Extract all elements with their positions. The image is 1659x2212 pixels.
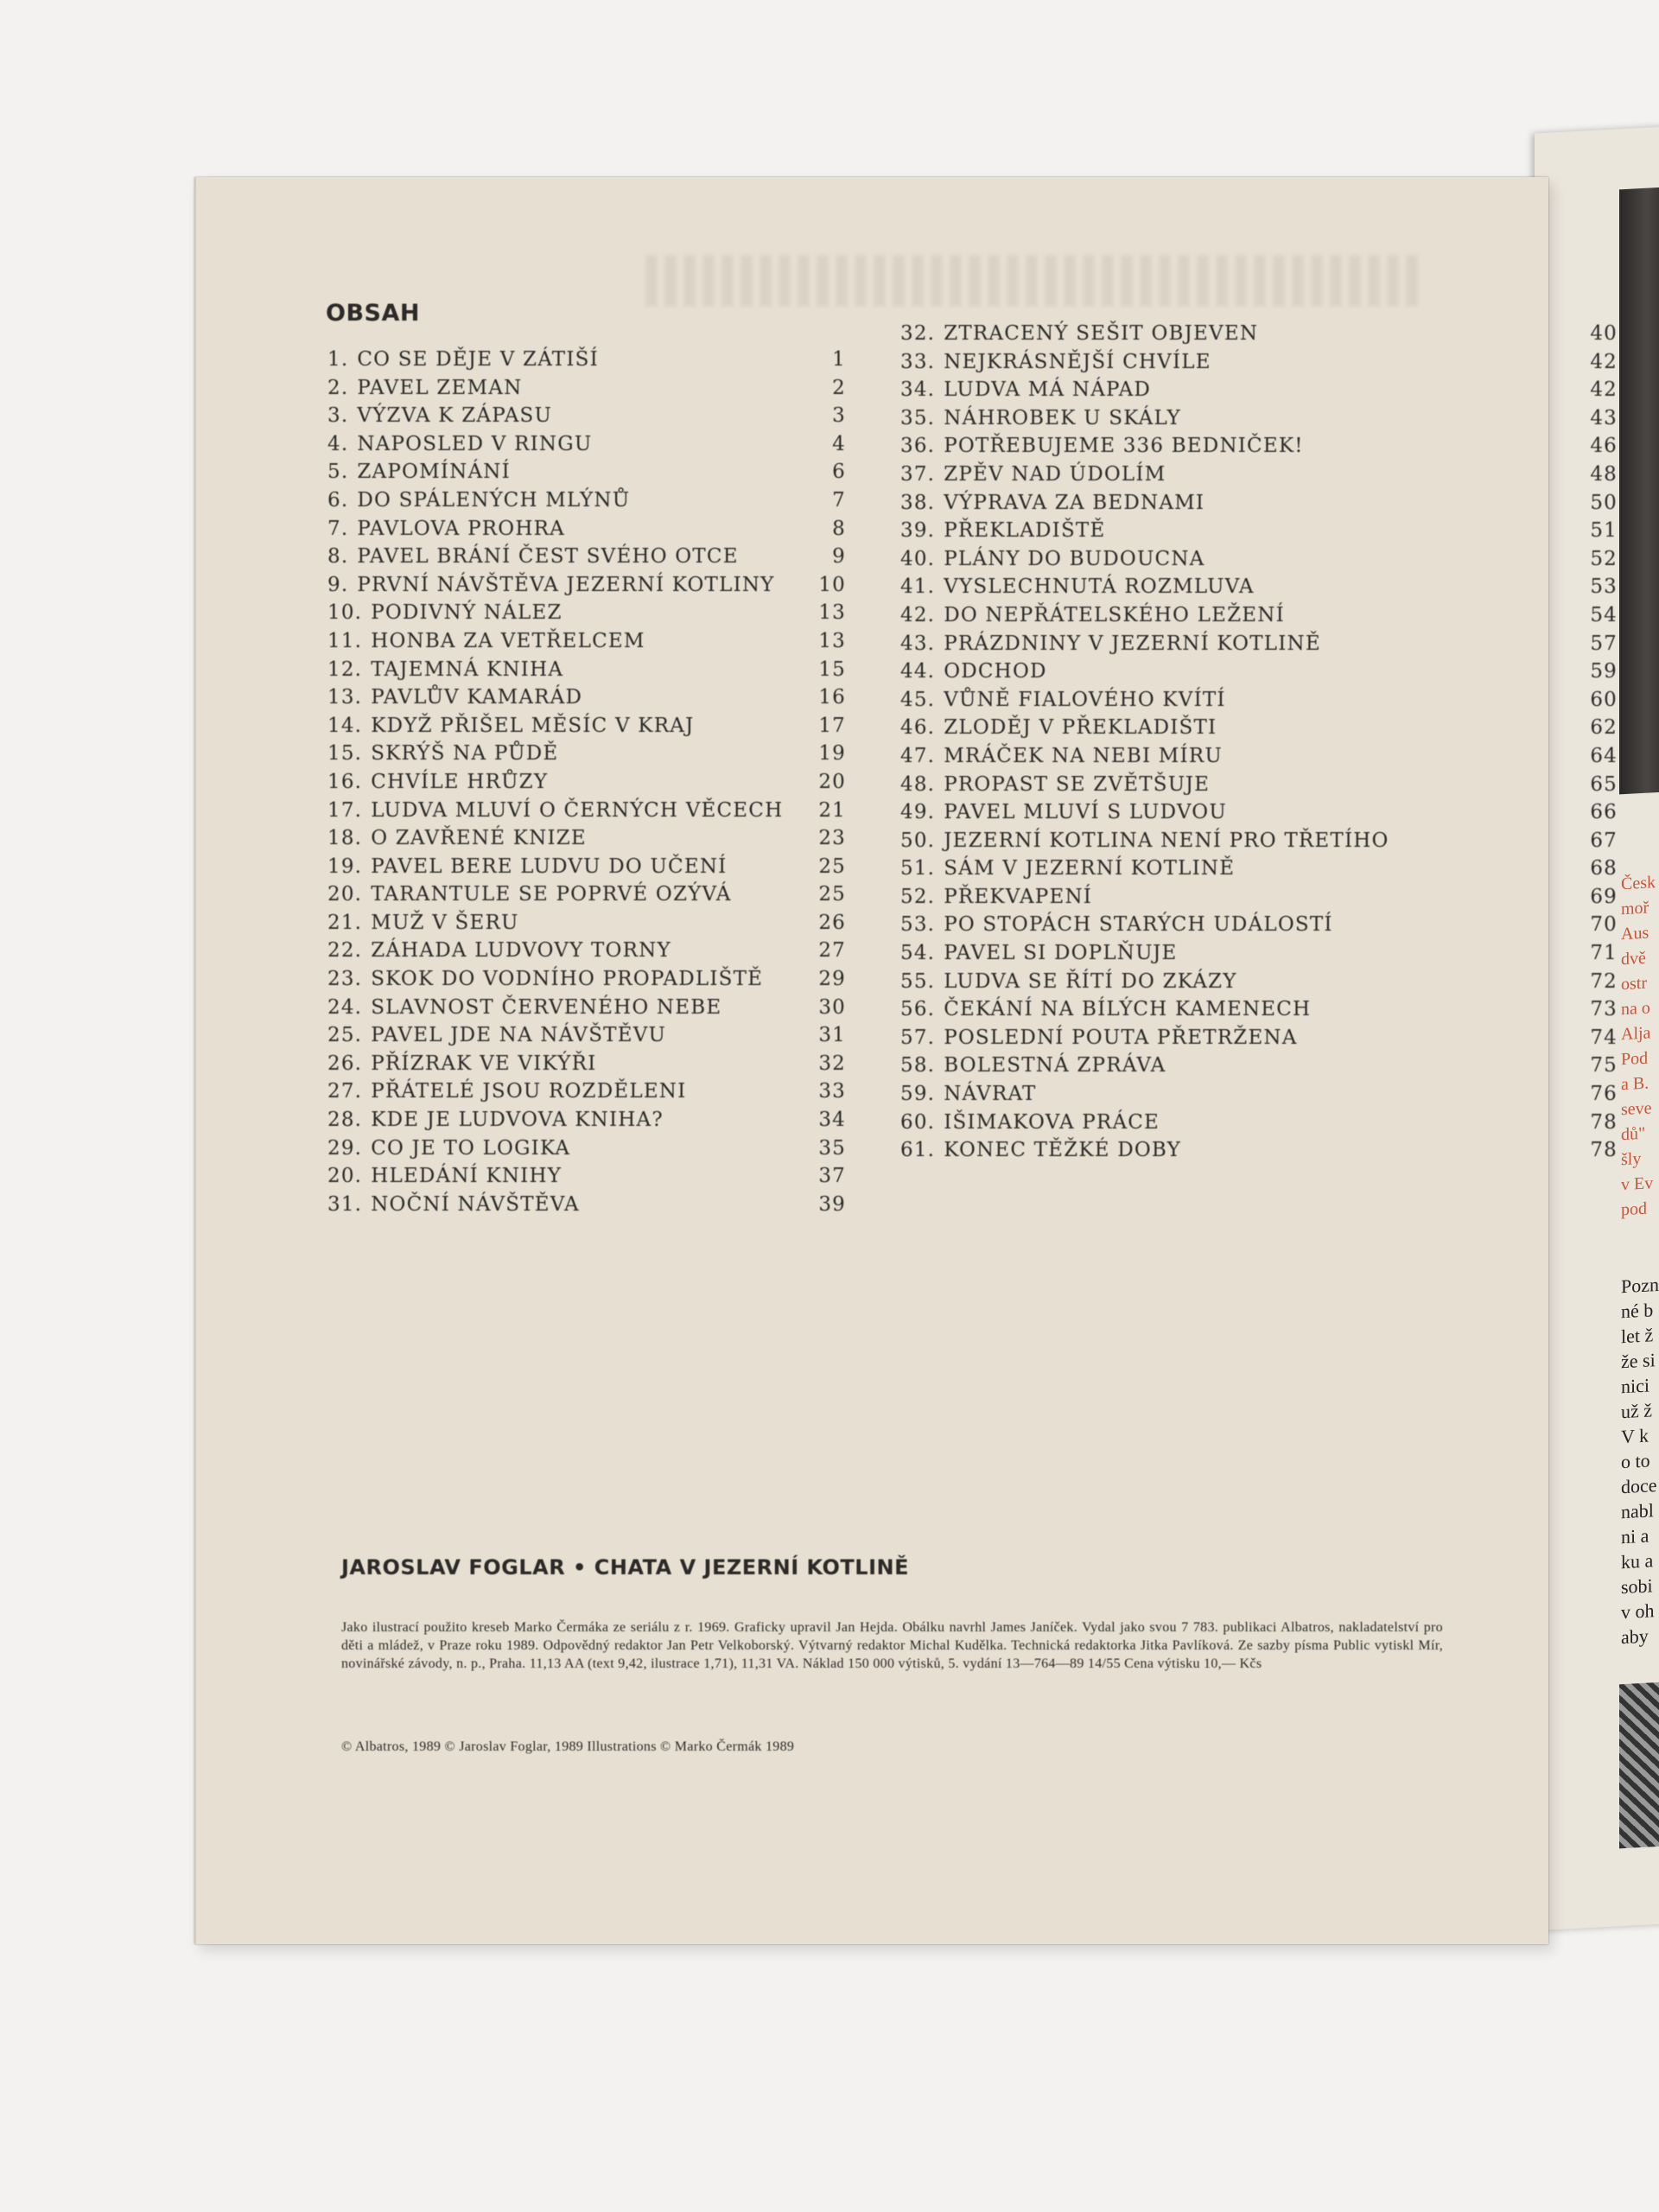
toc-entry-title: KDE JE LUDVOVA KNIHA? [371,1109,664,1132]
toc-entry [900,942,1630,970]
facing-page-text-line: na o [1621,998,1650,1020]
facing-page-text-line: seve [1621,1098,1652,1120]
toc-entry-page: 50 [1590,491,1618,514]
toc-entry-page: 72 [1590,969,1618,993]
toc-entry-page: 13 [818,629,846,652]
toc-entry-page: 60 [1590,688,1618,711]
toc-entry-number: 53. [900,913,936,937]
facing-page-text-line: V k [1621,1424,1649,1448]
toc-entry-title: ZTRACENÝ SEŠIT OBJEVEN [944,322,1259,345]
toc-entry-page: 23 [818,827,846,850]
toc-entry-page: 8 [832,517,846,540]
toc-entry-number: 37. [900,462,936,486]
toc-entry-number: 5. [327,461,349,484]
toc-entry-page: 71 [1590,942,1618,965]
toc-entry-page: 42 [1590,350,1618,373]
toc-entry [900,519,1630,548]
toc-entry-page: 30 [818,995,846,1019]
toc-entry-page: 66 [1590,801,1618,824]
toc-entry [900,632,1630,661]
toc-entry-title: PODIVNÝ NÁLEZ [371,601,563,625]
toc-entry-title: NÁHROBEK U SKÁLY [944,406,1181,429]
toc-entry-title: PAVEL ZEMAN [357,376,523,399]
toc-entry-number: 19. [327,855,363,878]
toc-entry-number: 4. [327,432,349,455]
toc-entry-page: 32 [818,1052,846,1075]
facing-page-text-line: o to [1621,1449,1650,1473]
toc-entry-page: 73 [1590,998,1618,1021]
toc-entry-title: PAVEL MLUVÍ S LUDVOU [944,801,1227,824]
toc-entry-page: 17 [818,714,846,737]
toc-entry-title: ČEKÁNÍ NA BÍLÝCH KAMENECH [944,998,1312,1021]
toc-entry-number: 7. [327,517,349,540]
toc-entry-title: PAVEL BERE LUDVU DO UČENÍ [371,855,728,878]
toc-entry-number: 61. [900,1139,936,1162]
toc-entry-title: ZAPOMÍNÁNÍ [357,461,511,484]
toc-entry-title: PŘEKVAPENÍ [944,885,1093,908]
toc-entry-number: 38. [900,491,936,514]
toc-entry-title: ZÁHADA LUDVOVY TORNY [371,939,671,963]
facing-page-text-line: Pod [1621,1048,1649,1070]
toc-entry-title: ZLODĚJ V PŘEKLADIŠTI [944,716,1217,740]
toc-entry [900,745,1630,773]
toc-entry-number: 1. [327,348,349,371]
toc-entry [900,1054,1630,1083]
toc-entry-number: 36. [900,435,936,458]
toc-entry-page: 67 [1590,829,1618,852]
toc-entry-page: 29 [818,968,846,991]
toc-entry-number: 21. [327,911,363,934]
toc-entry-number: 2. [327,376,349,399]
toc-entry-page: 48 [1590,462,1618,486]
toc-entry-page: 39 [818,1192,846,1216]
toc-entry-title: PAVEL BRÁNÍ ČEST SVÉHO OTCE [357,545,739,569]
toc-entry [900,660,1630,689]
toc-entry [900,548,1630,576]
facing-page-text-line: už ž [1621,1399,1653,1423]
facing-page-text-line: šly [1621,1148,1642,1170]
toc-entry-page: 9 [832,545,846,569]
toc-entry-title: JEZERNÍ KOTLINA NENÍ PRO TŘETÍHO [944,829,1389,852]
toc-entry-title: PAVLŮV KAMARÁD [371,686,583,709]
facing-page-text-line: v oh [1621,1599,1655,1624]
toc-entry-page: 70 [1590,913,1618,937]
toc-entry-page: 78 [1590,1139,1618,1162]
toc-entry-number: 11. [327,629,363,652]
facing-page-text-line: v Ev [1621,1173,1654,1195]
toc-entry-number: 43. [900,632,936,655]
toc-entry-number: 25. [327,1024,363,1047]
toc-entry-title: DO SPÁLENÝCH MLÝNŮ [357,488,631,512]
toc-entry-number: 60. [900,1110,936,1134]
toc-entry [900,1083,1630,1111]
toc-entry [900,970,1630,999]
toc-entry-number: 48. [900,772,936,796]
facing-page-text-line: dů" [1621,1123,1646,1145]
toc-entry [900,913,1630,942]
toc-entry-title: BOLESTNÁ ZPRÁVA [944,1054,1166,1077]
toc-entry-number: 6. [327,488,349,512]
toc-entry-title: TARANTULE SE POPRVÉ OZÝVÁ [371,883,732,906]
toc-entry-page: 78 [1590,1110,1618,1134]
page-content [196,177,1618,1944]
toc-entry-page: 4 [832,432,846,455]
toc-entry-title: SKOK DO VODNÍHO PROPADLIŠTĚ [371,968,764,991]
toc-entry-number: 55. [900,969,936,993]
toc-entry [900,351,1630,379]
toc-entry [900,407,1630,435]
facing-page-text-line: a B. [1621,1073,1649,1095]
toc-entry-number: 47. [900,744,936,767]
toc-entry-title: LUDVA MLUVÍ O ČERNÝCH VĚCECH [371,798,784,822]
toc-entry-title: NOČNÍ NÁVŠTĚVA [371,1192,580,1216]
facing-page-text-line: nici [1621,1374,1649,1398]
toc-entry [900,1139,1630,1167]
toc-entry [900,463,1630,492]
toc-entry-title: POTŘEBUJEME 336 BEDNIČEK! [944,435,1304,458]
toc-entry-title: NEJKRÁSNĚJŠÍ CHVÍLE [944,350,1211,373]
toc-entry-number: 44. [900,660,936,683]
toc-entry-title: KDYŽ PŘIŠEL MĚSÍC V KRAJ [371,714,695,737]
toc-entry-number: 27. [327,1080,363,1103]
toc-entry-number: 41. [900,575,936,599]
toc-entry-page: 35 [818,1136,846,1160]
toc-entry-page: 27 [818,939,846,963]
facing-page-text-line: dvě [1621,948,1646,969]
toc-entry-page: 43 [1590,406,1618,429]
toc-entry-number: 59. [900,1083,936,1106]
toc-entry-page: 34 [818,1109,846,1132]
toc-entry-title: NAPOSLED V RINGU [357,432,593,455]
facing-page-text-line: né b [1621,1299,1654,1323]
toc-entry-number: 32. [900,322,936,345]
toc-entry-title: CO SE DĚJE V ZÁTIŠÍ [357,348,599,371]
toc-entry [900,378,1630,407]
toc-entry-page: 46 [1590,435,1618,458]
toc-entry-number: 51. [900,857,936,880]
toc-entry-number: 49. [900,801,936,824]
toc-entry-title: NÁVRAT [944,1083,1037,1106]
toc-entry-title: PRÁZDNINY V JEZERNÍ KOTLINĚ [944,632,1321,655]
toc-entry-page: 75 [1590,1054,1618,1077]
facing-page-illustration [1619,1681,1659,1848]
toc-entry-page: 65 [1590,772,1618,796]
toc-entry-title: SKRÝŠ NA PŮDĚ [371,742,559,766]
toc-entry [900,716,1630,745]
toc-entry-number: 28. [327,1109,363,1132]
toc-entry-title: DO NEPŘÁTELSKÉHO LEŽENÍ [944,603,1285,626]
toc-entry-title: O ZAVŘENÉ KNIZE [371,827,587,850]
toc-entry-number: 23. [327,968,363,991]
toc-entry-number: 20. [327,883,363,906]
toc-entry-title: MUŽ V ŠERU [371,911,519,934]
facing-page-text-line: Aus [1621,923,1649,944]
toc-entry-number: 46. [900,716,936,740]
toc-entry [900,492,1630,520]
author-title-line: JAROSLAV FOGLAR • CHATA V JEZERNÍ KOTLINĚ [341,1555,909,1580]
toc-entry-number: 3. [327,404,349,428]
toc-entry-title: VÝZVA K ZÁPASU [357,404,553,428]
toc-entry-number: 16. [327,770,363,793]
toc-entry-title: LUDVA SE ŘÍTÍ DO ZKÁZY [944,969,1237,993]
toc-entry-page: 3 [832,404,846,428]
toc-entry-number: 35. [900,406,936,429]
facing-page-text-line: že si [1621,1349,1656,1373]
facing-page-text-line: pod [1621,1198,1647,1220]
toc-entry-number: 56. [900,998,936,1021]
toc-entry-page: 2 [832,376,846,399]
toc-entry-number: 17. [327,798,363,822]
toc-entry-number: 22. [327,939,363,963]
toc-entry-page: 26 [818,911,846,934]
toc-entry-title: LUDVA MÁ NÁPAD [944,378,1152,402]
toc-entry [900,801,1630,830]
toc-entry-title: SLAVNOST ČERVENÉHO NEBE [371,995,722,1019]
toc-entry-page: 21 [818,798,846,822]
toc-entry-number: 29. [327,1136,363,1160]
toc-entry-number: 33. [900,350,936,373]
facing-page-text-line: sobi [1621,1574,1653,1599]
toc-entry [900,1111,1630,1140]
facing-page-text-line: ku a [1621,1549,1654,1573]
toc-entry-number: 50. [900,829,936,852]
toc-entry-title: PŘÍZRAK VE VIKÝŘI [371,1052,597,1075]
toc-entry-page: 25 [818,855,846,878]
toc-entry-number: 24. [327,995,363,1019]
toc-entry [327,1193,1045,1222]
toc-entry [900,435,1630,463]
toc-entry-number: 10. [327,601,363,625]
toc-entry-page: 53 [1590,575,1618,599]
toc-entry-page: 54 [1590,603,1618,626]
toc-entry [900,857,1630,886]
facing-page-text-line: aby [1621,1624,1649,1649]
toc-entry-number: 14. [327,714,363,737]
toc-entry-number: 45. [900,688,936,711]
toc-entry-title: PŘEKLADIŠTĚ [944,519,1106,543]
toc-entry-page: 64 [1590,744,1618,767]
toc-entry-page: 37 [818,1165,846,1188]
toc-entry [900,322,1630,351]
toc-entry-title: SÁM V JEZERNÍ KOTLINĚ [944,857,1236,880]
toc-entry-number: 42. [900,603,936,626]
toc-entry [900,575,1630,604]
toc-entry-page: 13 [818,601,846,625]
toc-entry-title: TAJEMNÁ KNIHA [371,658,564,681]
toc-entry-title: PROPAST SE ZVĚTŠUJE [944,772,1211,796]
toc-entry-page: 7 [832,488,846,512]
toc-entry-title: PAVLOVA PROHRA [357,517,565,540]
toc-entry-title: PAVEL SI DOPLŇUJE [944,942,1178,965]
toc-entry-page: 16 [818,686,846,709]
facing-page-text-line: let ž [1621,1324,1654,1348]
toc-entry-title: VÝPRAVA ZA BEDNAMI [944,491,1205,514]
toc-entry-page: 59 [1590,660,1618,683]
toc-entry-page: 52 [1590,547,1618,570]
toc-entry-title: ODCHOD [944,660,1047,683]
toc-entry-number: 9. [327,573,349,596]
toc-entry [900,773,1630,802]
toc-entry-page: 51 [1590,519,1618,543]
facing-page-text-line: ni a [1621,1524,1649,1548]
toc-entry-page: 31 [818,1024,846,1047]
toc-entry-number: 57. [900,1026,936,1049]
toc-entry-title: PAVEL JDE NA NÁVŠTĚVU [371,1024,667,1047]
toc-entry-page: 57 [1590,632,1618,655]
toc-entry-title: HONBA ZA VETŘELCEM [371,629,645,652]
toc-entry-page: 20 [818,770,846,793]
toc-entry-page: 6 [832,461,846,484]
toc-entry-page: 33 [818,1080,846,1103]
toc-entry [900,886,1630,914]
toc-entry [327,1165,1045,1193]
toc-entry-number: 39. [900,519,936,543]
facing-page-text-line: moř [1621,898,1649,919]
toc-entry-number: 40. [900,547,936,570]
toc-entry-page: 10 [818,573,846,596]
copyright-line: © Albatros, 1989 © Jaroslav Foglar, 1989 Illustrations © Marko Čermák 1989 [341,1739,795,1754]
toc-entry-number: 18. [327,827,363,850]
toc-entry-number: 8. [327,545,349,569]
facing-page-text-line: Česk [1621,873,1656,894]
facing-page-black-text [1621,1270,1659,1649]
toc-entry-page: 69 [1590,885,1618,908]
facing-page-text-line: Alja [1621,1023,1651,1045]
imprint-text: Jako ilustrací použito kreseb Marko Čermáka ze seriálu z r. 1969. Graficky upravil Jan Hejda. Obálku navrhl James Janíček. Vydal jako svou 7 783. publikaci Albatros, nakladatelství pro děti a mládež, v Praze roku 1989. Odpovědný redaktor Jan Petr Velkoborský. Výtvarný redaktor Michal Kudělka. Technická redaktorka Jitka Pavlíková. Ze sazby písma Public vytiskl Mír, novinářské závody, n. p., Praha. 11,13 AA (text 9,42, ilustrace 1,71), 11,31 VA. Náklad 150 000 výtisků, 5. vydání 13—764—89 14/55 Cena výtisku 10,— Kčs [341,1620,1443,1671]
toc-entry-page: 76 [1590,1083,1618,1106]
toc-entry-page: 42 [1590,378,1618,402]
toc-entry-title: PRVNÍ NÁVŠTĚVA JEZERNÍ KOTLINY [357,573,775,596]
toc-entry-number: 13. [327,686,363,709]
toc-entry-page: 15 [818,658,846,681]
facing-page-text-line: nabl [1621,1499,1654,1523]
toc-entry-title: KONEC TĚŽKÉ DOBY [944,1139,1182,1162]
toc-entry-title: MRÁČEK NA NEBI MÍRU [944,744,1223,767]
facing-page-text-line: ostr [1621,973,1647,995]
toc-entry-number: 12. [327,658,363,681]
toc-entry-title: HLEDÁNÍ KNIHY [371,1165,563,1188]
toc-entry-title: PŘÁTELÉ JSOU ROZDĚLENI [371,1080,687,1103]
toc-entry [900,998,1630,1027]
toc-entry [900,604,1630,632]
toc-entry-page: 1 [832,348,846,371]
toc-entry-page: 62 [1590,716,1618,740]
toc-entry-title: CO JE TO LOGIKA [371,1136,571,1160]
contents-heading: OBSAH [326,300,420,327]
toc-entry-number: 58. [900,1054,936,1077]
toc-entry-number: 52. [900,885,936,908]
toc-entry-title: PO STOPÁCH STARÝCH UDÁLOSTÍ [944,913,1333,937]
toc-entry [900,1027,1630,1055]
toc-entry-title: CHVÍLE HRŮZY [371,770,549,793]
toc-entry-number: 31. [327,1192,363,1216]
toc-entry-number: 54. [900,942,936,965]
toc-entry [900,689,1630,717]
toc-entry-title: IŠIMAKOVA PRÁCE [944,1110,1160,1134]
toc-entry-page: 40 [1590,322,1618,345]
toc-entry-number: 20. [327,1165,363,1188]
toc-entry-page: 74 [1590,1026,1618,1049]
facing-page-text-line: doce [1621,1474,1657,1498]
contents-page [194,177,1618,1944]
toc-entry-title: ZPĚV NAD ÚDOLÍM [944,462,1166,486]
toc-entry-title: POSLEDNÍ POUTA PŘETRŽENA [944,1026,1298,1049]
toc-entry-page: 68 [1590,857,1618,880]
toc-entry-number: 26. [327,1052,363,1075]
toc-entry-page: 19 [818,742,846,766]
facing-page-text-line: Pozn [1621,1273,1659,1298]
toc-right-column [900,322,1630,1167]
toc-entry [900,830,1630,858]
toc-entry-page: 25 [818,883,846,906]
toc-entry-title: VYSLECHNUTÁ ROZMLUVA [944,575,1255,599]
toc-entry-title: VŮNĚ FIALOVÉHO KVÍTÍ [944,688,1226,711]
toc-entry-number: 34. [900,378,936,402]
toc-entry-number: 15. [327,742,363,766]
toc-entry-title: PLÁNY DO BUDOUCNA [944,547,1205,570]
